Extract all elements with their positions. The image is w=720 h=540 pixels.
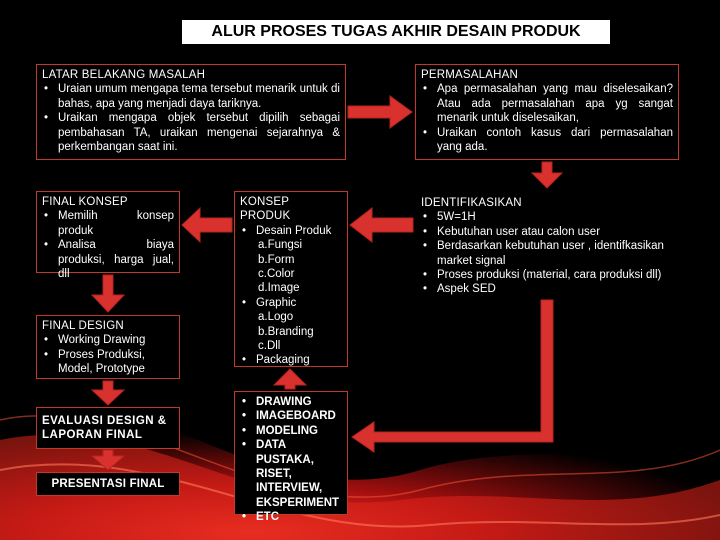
sub-item: a.Logo — [258, 311, 294, 324]
final-design-box — [36, 315, 180, 379]
sub-item: c.Dll — [258, 340, 281, 353]
konsep-sub-list — [240, 310, 342, 353]
list-item: • Aspek SED — [421, 282, 677, 296]
sub-item: b.Form — [258, 253, 295, 266]
list-item: • Desain Produk — [240, 224, 342, 238]
list-item: • Apa permasalahan yang mau diselesaikan? Atau ada permasalahan apa yg sangat menarik untuk diselesaikan, — [421, 82, 673, 125]
identifikasi-heading: IDENTIFIKASIKAN — [421, 197, 522, 209]
list-item: • MODELING — [240, 424, 342, 438]
list-item: • Berdasarkan kebutuhan user , identifkasikan market signal — [421, 239, 677, 268]
sub-item: c.Color — [258, 268, 295, 281]
list-item: • Uraikan mengapa objek tersebut dipilih sebagai pembahasan TA, uraikan mengenai sejarahnya & perkembangan saat ini. — [42, 111, 340, 154]
list-item: • ETC — [240, 510, 342, 524]
konsep-produk-box — [234, 191, 348, 367]
list-item: • IMAGEBOARD — [240, 409, 342, 423]
list-item: • Working Drawing — [42, 333, 174, 347]
list-item: • Uraikan contoh kasus dari permasalahan yang ada. — [421, 126, 673, 155]
list-item: • Uraian umum mengapa tema tersebut menarik untuk di bahas, apa yang menjadi daya tariknya. — [42, 82, 340, 111]
sub-item: a.Fungsi — [258, 239, 303, 252]
sub-item: d.Image — [258, 282, 300, 295]
list-item: • DRAWING — [240, 395, 342, 409]
permasalahan-box — [415, 64, 679, 160]
list-item: • Kebutuhan user atau calon user — [421, 225, 677, 239]
list-item: • Memilih konsep produk — [42, 209, 174, 238]
final-design-heading: FINAL DESIGN — [42, 320, 124, 332]
sub-item: b.Branding — [258, 325, 314, 338]
list-item: • Packaging — [240, 353, 342, 367]
list-item: • Graphic — [240, 296, 342, 310]
presentasi-box — [36, 472, 180, 496]
identifikasi-box — [415, 192, 683, 298]
permasalahan-heading: PERMASALAHAN — [421, 69, 518, 81]
list-item: • Proses produksi (material, cara produksi dll) — [421, 268, 677, 282]
list-item: • DATA PUSTAKA, RISET, INTERVIEW, EKSPERIMENT — [240, 438, 342, 510]
evaluasi-box — [36, 407, 180, 449]
evaluasi-heading: EVALUASI DESIGN & LAPORAN FINAL — [42, 415, 167, 442]
latar-belakang-box — [36, 64, 346, 160]
latar-belakang-heading: LATAR BELAKANG MASALAH — [42, 69, 206, 81]
list-item: • Proses Produksi, Model, Prototype — [42, 348, 174, 377]
konsep-produk-heading: KONSEP PRODUK — [240, 196, 291, 223]
final-konsep-heading: FINAL KONSEP — [42, 196, 128, 208]
final-konsep-box — [36, 191, 180, 281]
konsep-sub-list — [240, 238, 342, 296]
list-item: • Analisa biaya produksi, harga jual, dll — [42, 238, 174, 281]
presentasi-heading: PRESENTASI FINAL — [51, 478, 165, 490]
list-item: • 5W=1H — [421, 210, 677, 224]
drawing-box — [234, 391, 348, 524]
page-title: ALUR PROSES TUGAS AKHIR DESAIN PRODUK — [182, 20, 610, 44]
